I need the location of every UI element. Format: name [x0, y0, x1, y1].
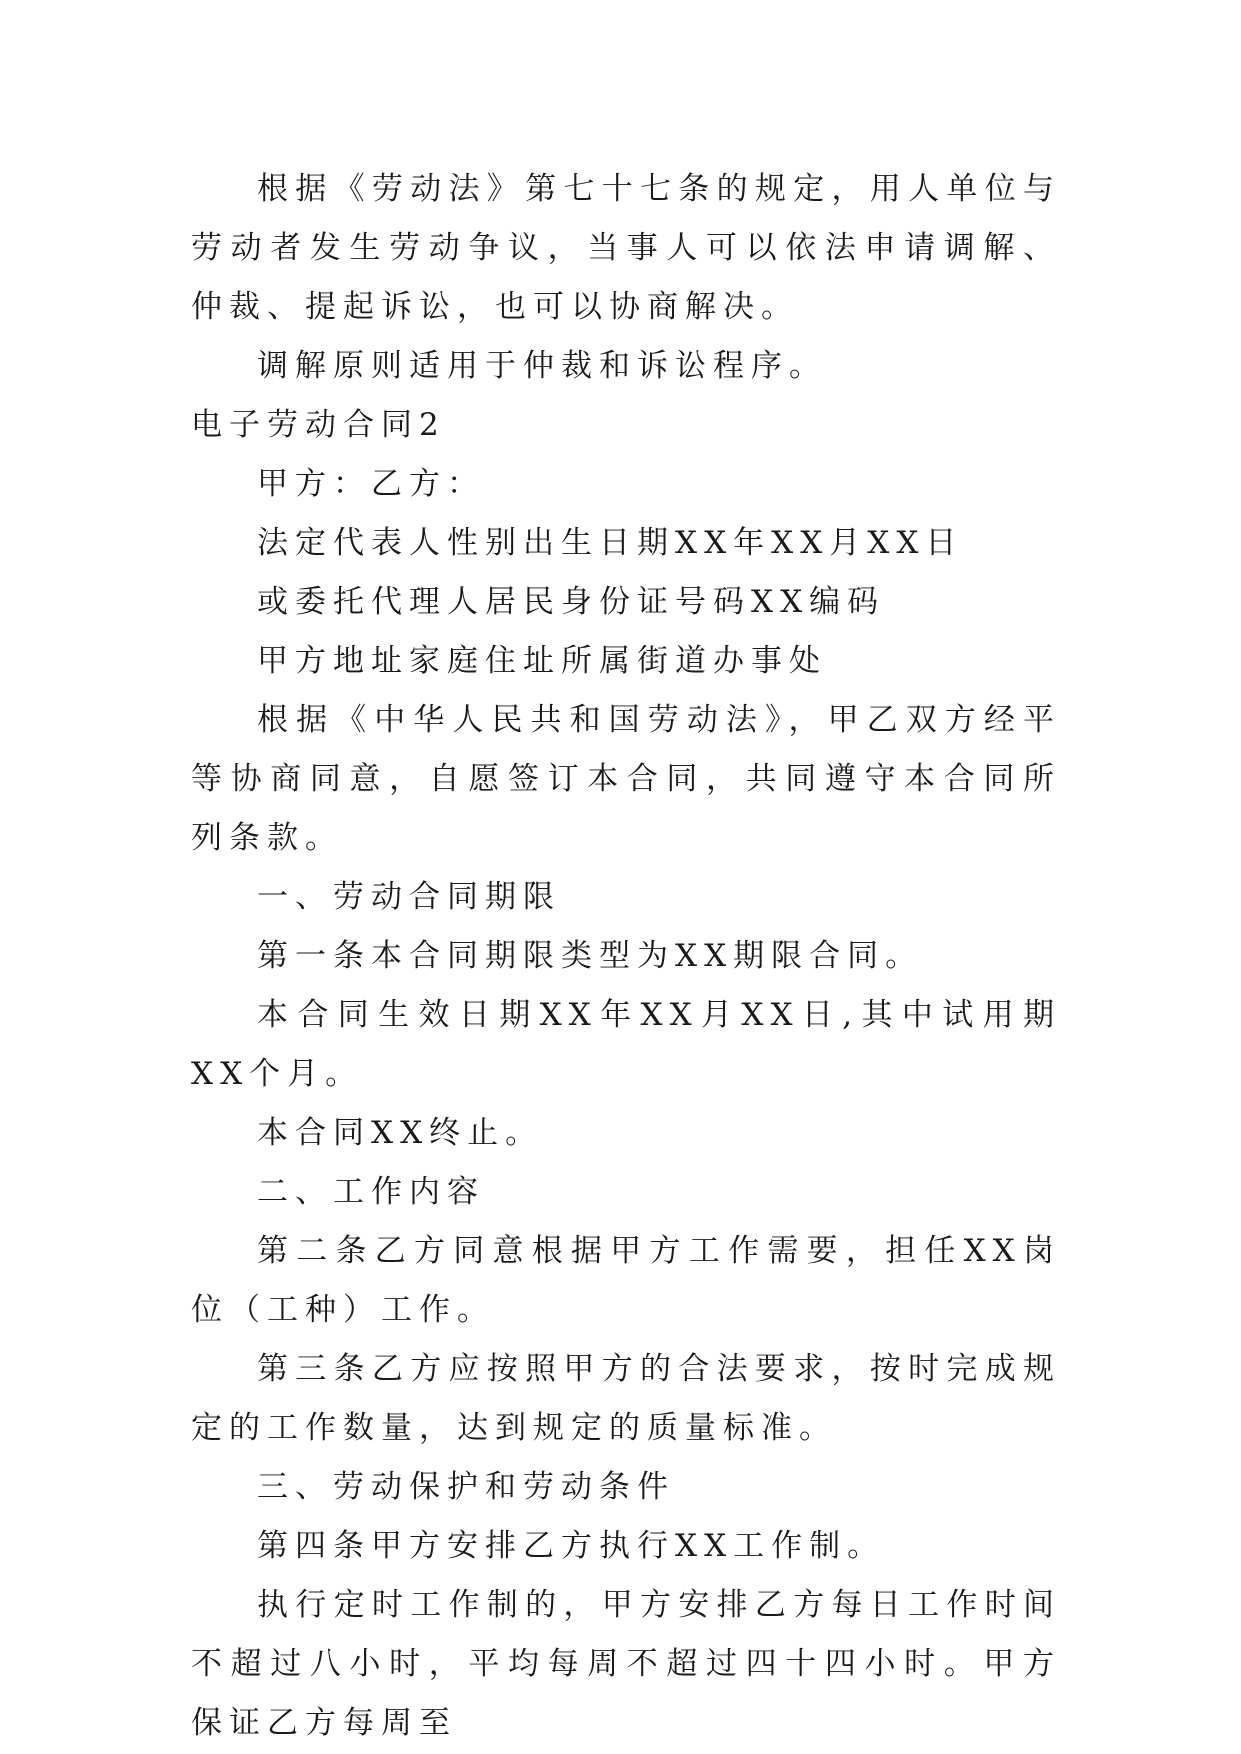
section-title-contract-2: 电子劳动合同2: [191, 407, 446, 443]
paragraph-authorized-agent: 或委托代理人居民身份证号码XX编码: [257, 584, 886, 620]
paragraph-address: 甲方地址家庭住址所属街道办事处: [257, 643, 827, 679]
paragraph-article-1: 第一条本合同期限类型为XX期限合同。: [257, 938, 924, 974]
heading-labor-protection: 三、劳动保护和劳动条件: [257, 1469, 675, 1505]
paragraph-article-4: 第四条甲方安排乙方执行XX工作制。: [257, 1528, 886, 1564]
paragraph-agreement-basis: 根据《中华人民共和国劳动法》，甲乙双方经平等协商同意，自愿签订本合同，共同遵守本合同所列条款。: [191, 702, 1061, 856]
document-body: [191, 160, 1061, 1753]
paragraph-termination: 本合同XX终止。: [257, 1115, 544, 1151]
heading-contract-term: 一、劳动合同期限: [257, 879, 561, 915]
paragraph-working-hours: 执行定时工作制的，甲方安排乙方每日工作时间不超过八小时，平均每周不超过四十四小时。甲方保证乙方每周至: [191, 1587, 1061, 1741]
paragraph-dispute-resolution: 根据《劳动法》第七十七条的规定，用人单位与劳动者发生劳动争议，当事人可以依法申请调解、仲裁、提起诉讼，也可以协商解决。: [191, 171, 1061, 325]
heading-work-content: 二、工作内容: [257, 1174, 485, 1210]
paragraph-mediation-principle: 调解原则适用于仲裁和诉讼程序。: [257, 348, 827, 384]
paragraph-parties: 甲方：乙方：: [257, 466, 485, 502]
paragraph-effective-date: 本合同生效日期XX年XX月XX日,其中试用期XX个月。: [191, 997, 1061, 1092]
paragraph-article-3: 第三条乙方应按照甲方的合法要求，按时完成规定的工作数量，达到规定的质量标准。: [191, 1351, 1061, 1446]
paragraph-article-2: 第二条乙方同意根据甲方工作需要，担任XX岗位（工种）工作。: [191, 1233, 1061, 1328]
paragraph-legal-representative: 法定代表人性别出生日期XX年XX月XX日: [257, 525, 964, 561]
